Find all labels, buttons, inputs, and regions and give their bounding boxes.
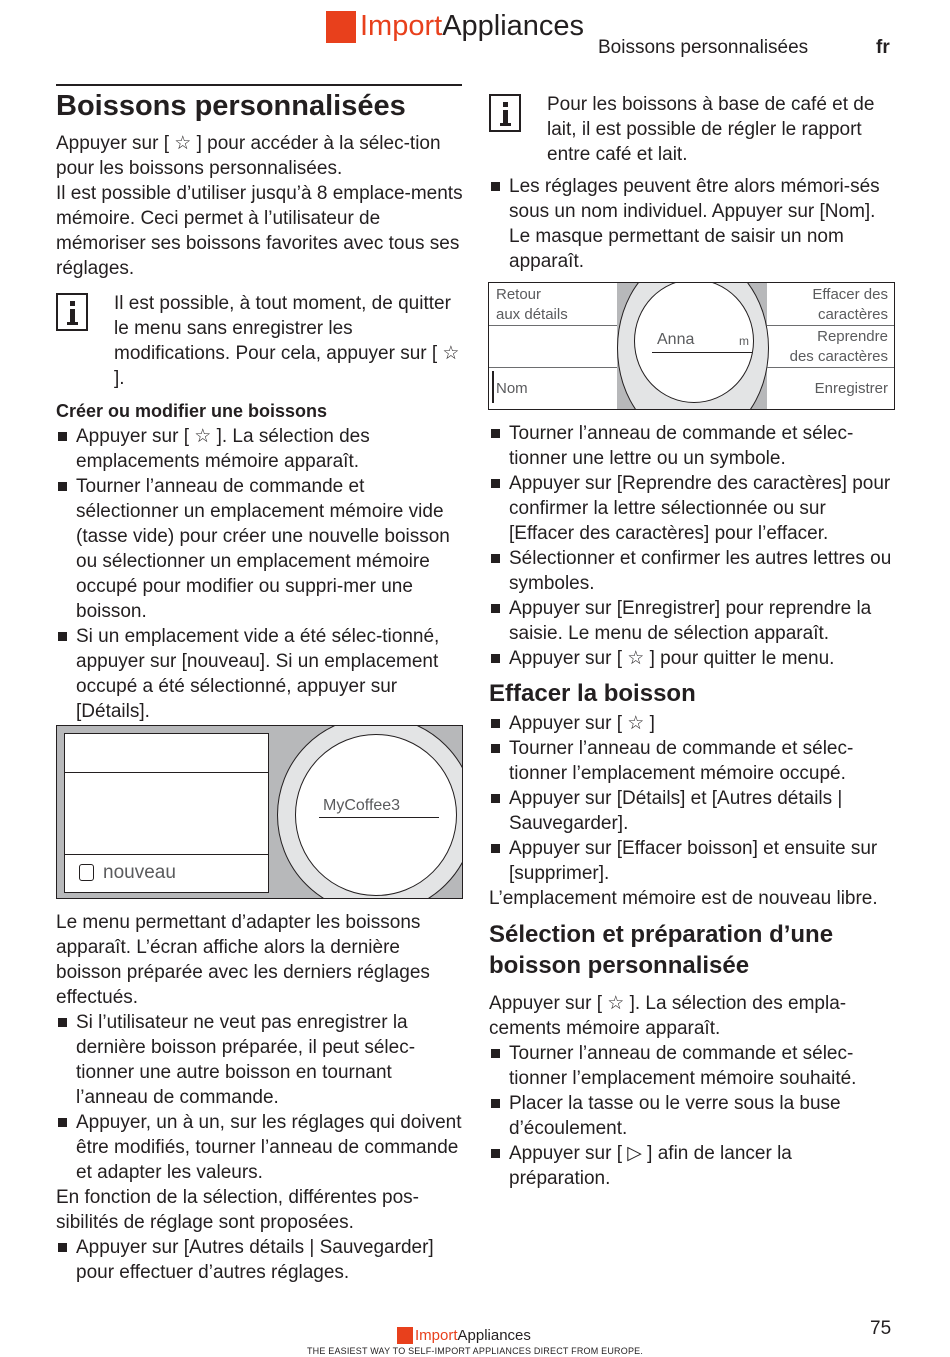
list-item: Les réglages peuvent être alors mémori-sés sous un nom individuel. Appuyer sur [Nom]. Le masque permettant de saisir un nom apparaît. <box>489 174 895 274</box>
new-slot-label: nouveau <box>103 862 176 883</box>
logo-square-icon <box>397 1327 413 1344</box>
info-note-milk-text: Pour les boissons à base de café et de lait, il est possible de régler le rapport entre café et lait. <box>547 94 875 165</box>
bullet-list-more <box>56 1235 466 1285</box>
right-column <box>489 92 895 274</box>
slot-panel <box>64 733 269 893</box>
list-item: Appuyer, un à un, sur les réglages qui doivent être modifiés, tourner l’anneau de commande et adapter les valeurs. <box>56 1110 466 1185</box>
subheading-create: Créer ou modifier une boissons <box>56 401 328 421</box>
drink-name-underline <box>319 817 439 818</box>
name-field-marker <box>492 371 494 403</box>
list-item: Tourner l’anneau de commande et sélectionner un emplacement mémoire vide (tasse vide) pour créer une nouvelle boisson ou sélectionner un emplacement mémoire occupé pour modifier ou suppri-mer une boisson. <box>56 474 466 624</box>
info-icon <box>489 94 521 132</box>
intro-paragraph-2: Il est possible d’utiliser jusqu’à 8 emplace-ments mémoire. Ceci permet à l’utilisateur de mémoriser ses boissons favorites avec tous ses réglages. <box>56 183 463 279</box>
drink-name-label: MyCoffee3 <box>323 797 401 814</box>
footer-logo-appliances: Appliances <box>457 1327 531 1344</box>
empty-cup-icon <box>79 864 94 881</box>
display-screen-name-entry <box>488 282 895 410</box>
bullet-list-delete <box>489 711 895 886</box>
slot-divider-top <box>65 772 268 773</box>
heading-select-drink: Sélection et préparation d’une boisson personnalisée <box>489 921 834 979</box>
cursor-char: m <box>739 334 749 348</box>
page-title: Boissons personnalisées <box>56 90 406 122</box>
footer-logo-import: Import <box>415 1327 458 1344</box>
list-item: Tourner l’anneau de commande et sélec-tionner l’emplacement mémoire souhaité. <box>489 1041 895 1091</box>
list-item: Appuyer sur [ ☆ ] <box>489 711 895 736</box>
list-item: Appuyer sur [Effacer boisson] et ensuite sur [supprimer]. <box>489 836 895 886</box>
heading-delete-drink: Effacer la boisson <box>489 680 696 707</box>
bullet-list-adjust <box>56 1010 466 1185</box>
entered-name: Anna <box>657 331 695 348</box>
back-line-1: Retour <box>496 286 542 303</box>
list-item: Appuyer sur [ ☆ ] pour quitter le menu. <box>489 646 895 671</box>
delete-chars-button[interactable] <box>812 285 888 325</box>
logo-appliances: Appliances <box>442 10 585 42</box>
list-item: Sélectionner et confirmer les autres lettres ou symboles. <box>489 546 895 596</box>
restore-line-1: Reprendre <box>817 328 888 345</box>
left-column <box>56 90 466 724</box>
info-note-milk <box>489 92 895 167</box>
language-code: fr <box>876 37 890 58</box>
list-item: Si l’utilisateur ne veut pas enregistrer la dernière boisson préparée, il peut sélec-tionner une autre boisson en tournant l’anneau de commande. <box>56 1010 466 1110</box>
info-note-text: Il est possible, à tout moment, de quitter le menu sans enregistrer les modifications. Pour cela, appuyer sur [ ☆ ]. <box>114 293 460 389</box>
footer-logo <box>397 1327 531 1344</box>
save-button[interactable]: Enregistrer <box>814 380 888 397</box>
restore-line-2: des caractères <box>789 348 888 365</box>
list-item: Placer la tasse ou le verre sous la buse d’écoulement. <box>489 1091 895 1141</box>
row-divider-right <box>767 325 895 326</box>
list-item: Appuyer sur [ ▷ ] afin de lancer la préparation. <box>489 1141 895 1191</box>
name-field[interactable]: Nom <box>496 380 528 397</box>
info-note <box>56 291 466 391</box>
delete-line-1: Effacer des <box>812 286 888 303</box>
bullet-list-create <box>56 424 466 724</box>
list-item: Appuyer sur [ ☆ ]. La sélection des emplacements mémoire apparaît. <box>56 424 466 474</box>
back-to-details-button[interactable] <box>496 285 568 325</box>
bullet-list-name <box>489 174 895 274</box>
footer-tagline: THE EASIEST WAY TO SELF-IMPORT APPLIANCES DIRECT FROM EUROPE. <box>306 1346 644 1356</box>
options-paragraph: En fonction de la sélection, différentes pos-sibilités de réglage sont proposées. <box>56 1187 419 1233</box>
back-line-2: aux détails <box>496 306 568 323</box>
info-icon <box>56 293 88 331</box>
page-number: 75 <box>870 1318 892 1339</box>
logo-import: Import <box>360 10 443 42</box>
display-screen-memory-slots <box>56 725 463 899</box>
left-column-lower <box>56 910 466 1285</box>
row-divider-right-2 <box>767 367 895 368</box>
list-item: Si un emplacement vide a été sélec-tionné, appuyer sur [nouveau]. Si un emplacement occupé a été sélectionné, appuyer sur [Détails]. <box>56 624 466 724</box>
list-item: Appuyer sur [Détails] et [Autres détails | Sauvegarder]. <box>489 786 895 836</box>
select-paragraph: Appuyer sur [ ☆ ]. La sélection des empla-cements mémoire apparaît. <box>489 993 847 1039</box>
bullet-list-letters <box>489 421 895 671</box>
restore-chars-button[interactable] <box>790 327 888 367</box>
name-underline <box>652 352 752 353</box>
menu-paragraph: Le menu permettant d’adapter les boissons apparaît. L’écran affiche alors la dernière boisson préparée avec les derniers réglages effectués. <box>56 912 430 1008</box>
list-item: Tourner l’anneau de commande et sélec-tionner une lettre ou un symbole. <box>489 421 895 471</box>
header-logo <box>326 10 584 43</box>
list-item: Appuyer sur [Reprendre des caractères] pour confirmer la lettre sélectionnée ou sur [Effacer des caractères] pour l’effacer. <box>489 471 895 546</box>
ring-inner-display <box>295 734 457 896</box>
right-column-lower <box>489 421 895 1191</box>
running-header: Boissons personnalisées <box>598 37 809 58</box>
delete-line-2: caractères <box>817 306 888 323</box>
row-divider-left-2 <box>489 367 617 368</box>
left-column-rule <box>56 84 462 86</box>
list-item: Tourner l’anneau de commande et sélec-tionner l’emplacement mémoire occupé. <box>489 736 895 786</box>
list-item: Appuyer sur [Autres détails | Sauvegarder] pour effectuer d’autres réglages. <box>56 1235 466 1285</box>
slot-divider-bottom <box>65 854 268 855</box>
logo-square-icon <box>326 11 356 43</box>
free-slot-paragraph: L’emplacement mémoire est de nouveau libre. <box>489 888 878 909</box>
bullet-list-prepare <box>489 1041 895 1191</box>
intro-paragraph-1: Appuyer sur [ ☆ ] pour accéder à la sélec-tion pour les boissons personnalisées. <box>56 133 441 179</box>
list-item: Appuyer sur [Enregistrer] pour reprendre la saisie. Le menu de sélection apparaît. <box>489 596 895 646</box>
row-divider-left <box>489 325 617 326</box>
